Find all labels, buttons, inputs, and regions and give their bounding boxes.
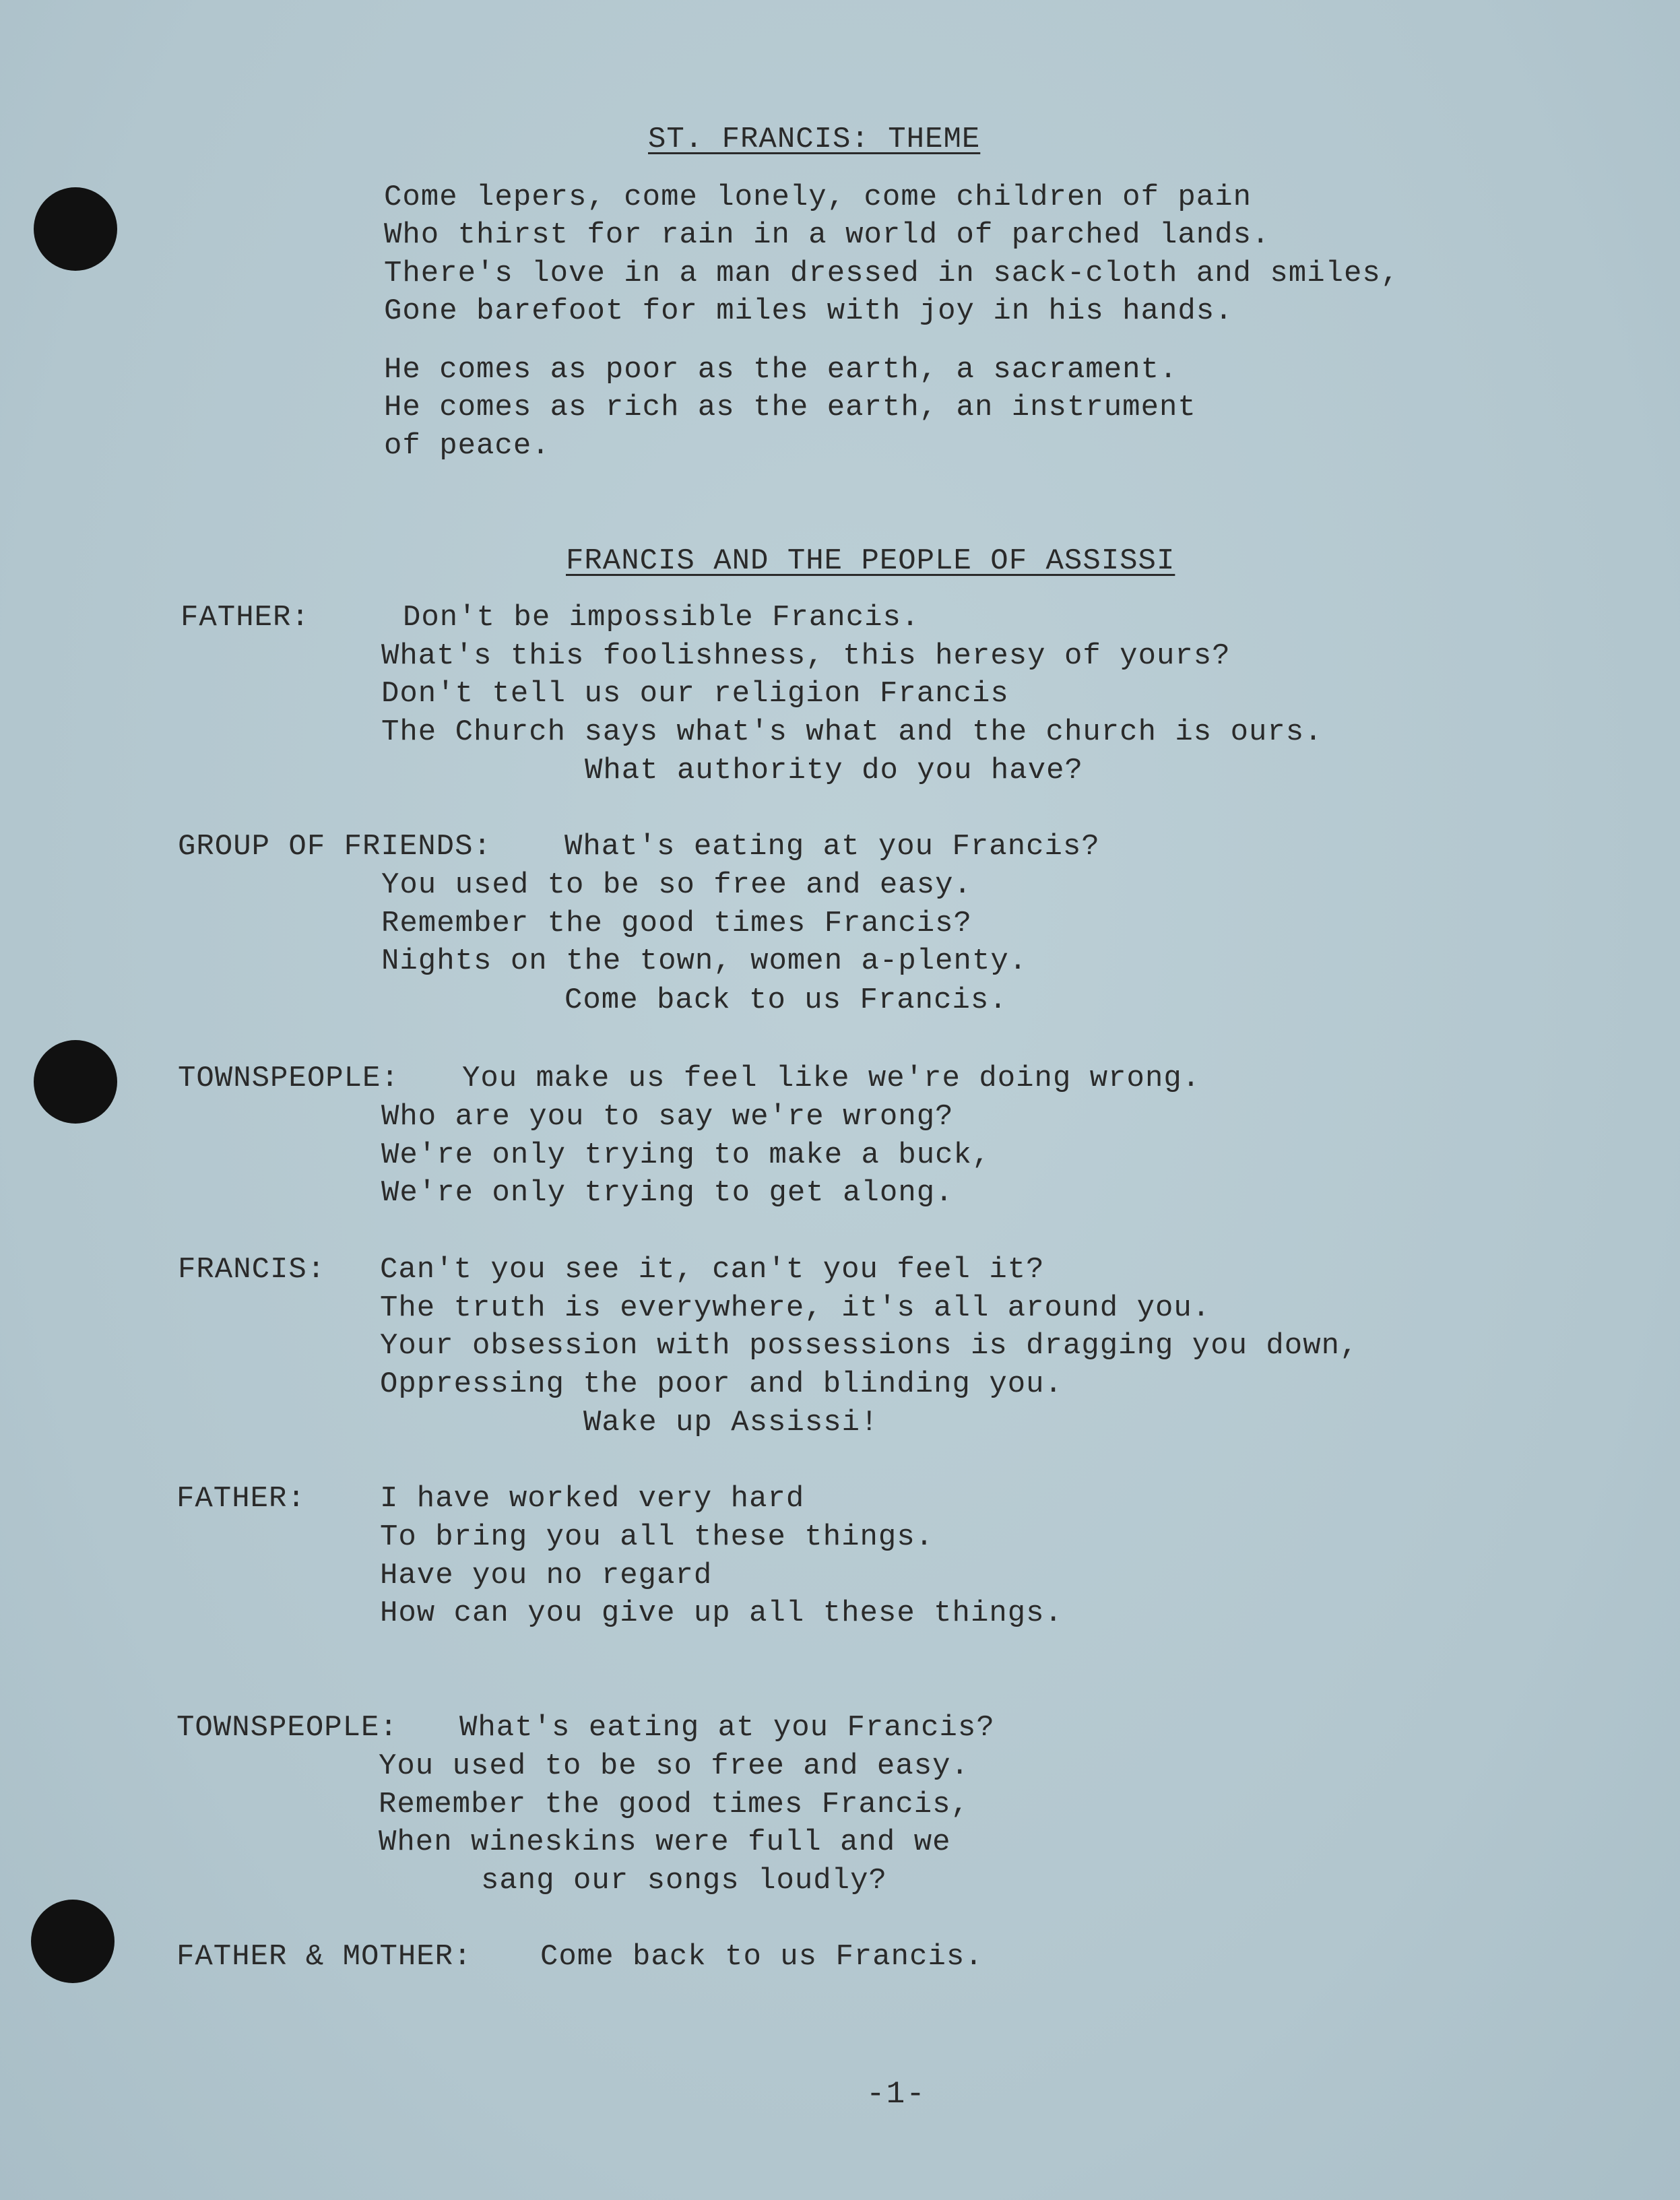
dialogue-line: You used to be so free and easy.	[381, 868, 972, 902]
page-number: -1-	[866, 2077, 926, 2112]
dialogue-line: What's this foolishness, this heresy of yours?	[381, 639, 1231, 673]
dialogue-line: How can you give up all these things.	[380, 1596, 1063, 1630]
speaker-label: TOWNSPEOPLE:	[178, 1062, 399, 1095]
theme-line: Who thirst for rain in a world of parched lands.	[384, 218, 1270, 252]
dialogue-line: The truth is everywhere, it's all around you.	[380, 1291, 1211, 1325]
dialogue-line: Nights on the town, women a-plenty.	[381, 944, 1028, 978]
dialogue-line: Your obsession with possessions is dragging you down,	[380, 1329, 1359, 1363]
theme-line: He comes as poor as the earth, a sacrament.	[384, 353, 1178, 387]
section-title: FRANCIS AND THE PEOPLE OF ASSISSI	[566, 544, 1175, 578]
speaker-label: FATHER & MOTHER:	[176, 1940, 472, 1974]
dialogue-line: We're only trying to get along.	[381, 1176, 954, 1210]
speaker-label: TOWNSPEOPLE:	[176, 1711, 398, 1745]
theme-line: He comes as rich as the earth, an instrument	[384, 391, 1196, 424]
dialogue-line: You make us feel like we're doing wrong.	[462, 1062, 1201, 1095]
dialogue-line: Oppressing the poor and blinding you.	[380, 1367, 1063, 1401]
speaker-label: FATHER:	[176, 1482, 306, 1516]
theme-line: of peace.	[384, 429, 550, 463]
theme-line: Gone barefoot for miles with joy in his hands.	[384, 294, 1233, 328]
dialogue-line: sang our songs loudly?	[481, 1864, 887, 1898]
dialogue-line: What's eating at you Francis?	[564, 830, 1100, 864]
dialogue-line: Can't you see it, can't you feel it?	[380, 1253, 1045, 1287]
dialogue-line: Who are you to say we're wrong?	[381, 1100, 954, 1134]
dialogue-line: Come back to us Francis.	[540, 1940, 983, 1974]
dialogue-line: What's eating at you Francis?	[459, 1711, 995, 1745]
dialogue-line: I have worked very hard	[380, 1482, 805, 1516]
dialogue-line: To bring you all these things.	[380, 1520, 934, 1554]
punch-hole-middle	[34, 1040, 117, 1124]
dialogue-line: You used to be so free and easy.	[379, 1749, 969, 1783]
speaker-label: FATHER:	[181, 601, 310, 635]
dialogue-line: Come back to us Francis.	[564, 983, 1008, 1017]
dialogue-line: When wineskins were full and we	[379, 1825, 951, 1859]
dialogue-line: Wake up Assissi!	[583, 1406, 879, 1439]
theme-title: ST. FRANCIS: THEME	[648, 123, 981, 156]
speaker-label: FRANCIS:	[178, 1253, 326, 1287]
dialogue-line: Have you no regard	[380, 1559, 713, 1592]
theme-line: There's love in a man dressed in sack-cloth and smiles,	[384, 257, 1400, 290]
dialogue-line: Remember the good times Francis?	[381, 907, 972, 940]
dialogue-line: What authority do you have?	[585, 754, 1083, 787]
punch-hole-bottom	[31, 1900, 115, 1983]
dialogue-line: The Church says what's what and the church is ours.	[381, 715, 1323, 749]
dialogue-line: Remember the good times Francis,	[379, 1788, 969, 1821]
theme-line: Come lepers, come lonely, come children of pain	[384, 181, 1252, 214]
dialogue-line: We're only trying to make a buck,	[381, 1138, 991, 1172]
dialogue-line: Don't tell us our religion Francis	[381, 677, 1009, 711]
dialogue-line: Don't be impossible Francis.	[403, 601, 920, 635]
speaker-label: GROUP OF FRIENDS:	[178, 830, 492, 864]
punch-hole-top	[34, 187, 117, 271]
